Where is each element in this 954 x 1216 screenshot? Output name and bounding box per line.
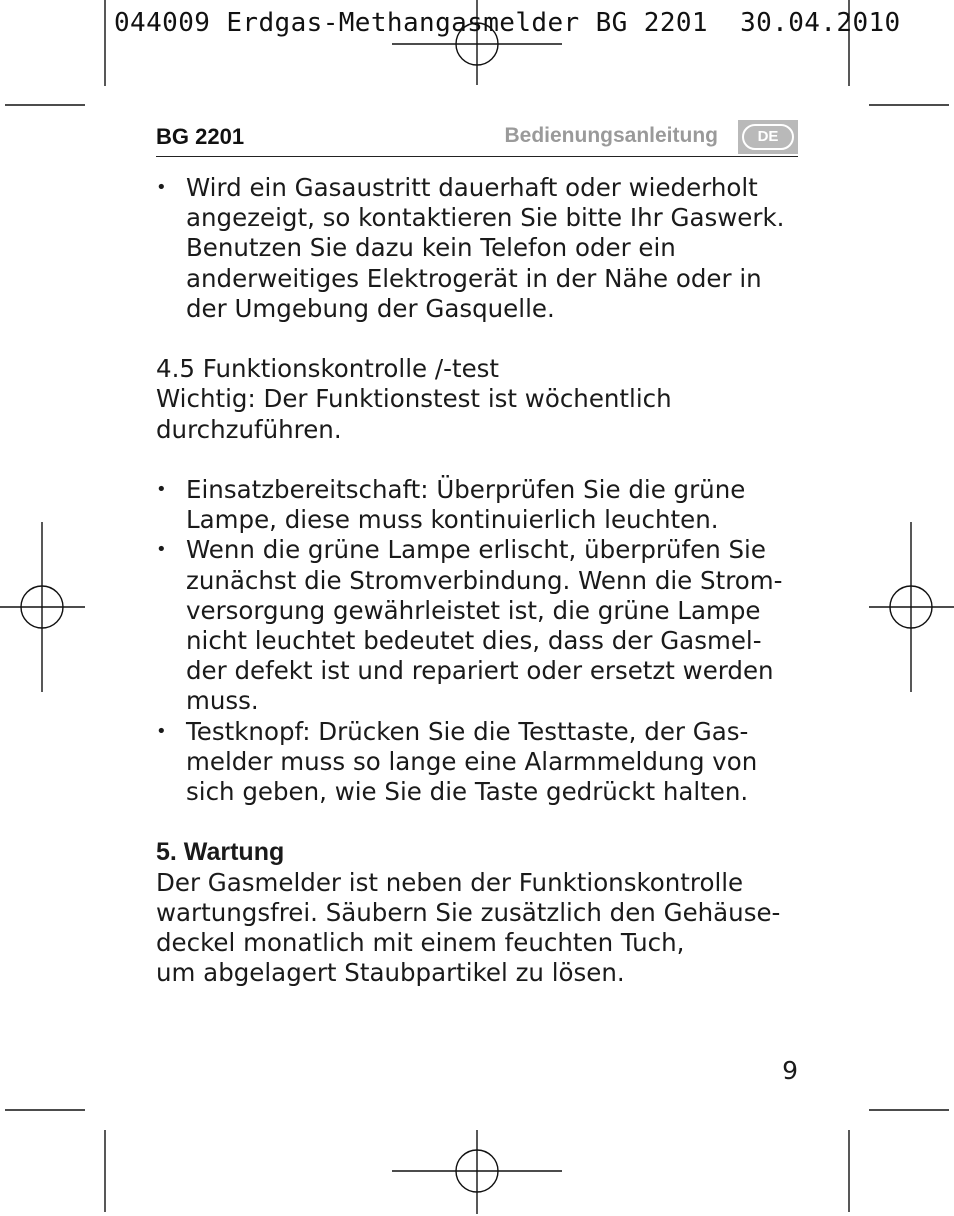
page-header — [156, 120, 798, 157]
bullet-item — [156, 717, 806, 808]
text-line: Wichtig: Der Funktionstest ist wöchentlich — [156, 384, 672, 414]
text-line: Der Gasmelder ist neben der Funktionskontrolle — [156, 867, 744, 897]
text-line: der defekt ist und repariert oder ersetzt werden — [186, 656, 774, 686]
manual-label: Bedienungsanleitung — [504, 124, 718, 147]
intro-bullet-list — [156, 173, 806, 324]
text-line: nicht leuchtet bedeutet dies, dass der Gasmel- — [186, 626, 762, 656]
text-line: Lampe, diese muss kontinuierlich leuchten. — [186, 505, 719, 535]
text-line: • Testknopf: Drücken Sie die Testtaste, der Gas- — [186, 716, 749, 746]
text-line: anderweitiges Elektrogerät in der Nähe oder in — [186, 263, 762, 293]
section-heading-4-5: 4.5 Funktionskontrolle /-test — [156, 354, 500, 384]
text-line: deckel monatlich mit einem feuchten Tuch, — [156, 928, 685, 958]
text-line: Benutzen Sie dazu kein Telefon oder ein — [186, 233, 676, 263]
bullet-item — [156, 475, 806, 535]
text-line: wartungsfrei. Säubern Sie zusätzlich den Gehäuse- — [156, 897, 781, 927]
text-line: muss. — [186, 686, 259, 716]
section-heading-5: 5. Wartung — [156, 838, 285, 867]
language-code: DE — [742, 124, 794, 150]
print-slug: 044009 Erdgas-Methangasmelder BG 2201 30.04.2010 — [114, 8, 901, 38]
text-line: • Wird ein Gasaustritt dauerhaft oder wiederholt — [186, 173, 758, 202]
spacer — [156, 324, 806, 354]
body-content — [156, 173, 806, 988]
spacer — [156, 445, 806, 475]
text-line: melder muss so lange eine Alarmmeldung von — [186, 746, 758, 776]
model-label: BG 2201 — [156, 124, 245, 149]
spacer — [156, 807, 806, 837]
text-line: • Wenn die grüne Lampe erlischt, überprüfen Sie — [186, 535, 766, 565]
text-line: durchzuführen. — [156, 414, 342, 444]
text-line: um abgelagert Staubpartikel zu lösen. — [156, 958, 625, 988]
language-badge — [738, 120, 798, 154]
bullet-item — [156, 535, 806, 716]
check-bullet-list — [156, 475, 806, 807]
page-number: 9 — [782, 1056, 798, 1085]
bullet-item — [156, 173, 806, 324]
text-line: sich geben, wie Sie die Taste gedrückt halten. — [186, 777, 749, 807]
text-line: der Umgebung der Gasquelle. — [186, 293, 555, 323]
text-line: angezeigt, so kontaktieren Sie bitte Ihr Gaswerk. — [186, 203, 785, 233]
text-line: • Einsatzbereitschaft: Überprüfen Sie die grüne — [186, 475, 746, 504]
text-line: versorgung gewährleistet ist, die grüne Lampe — [186, 595, 761, 625]
text-line: zunächst die Stromverbindung. Wenn die Strom- — [186, 565, 783, 595]
